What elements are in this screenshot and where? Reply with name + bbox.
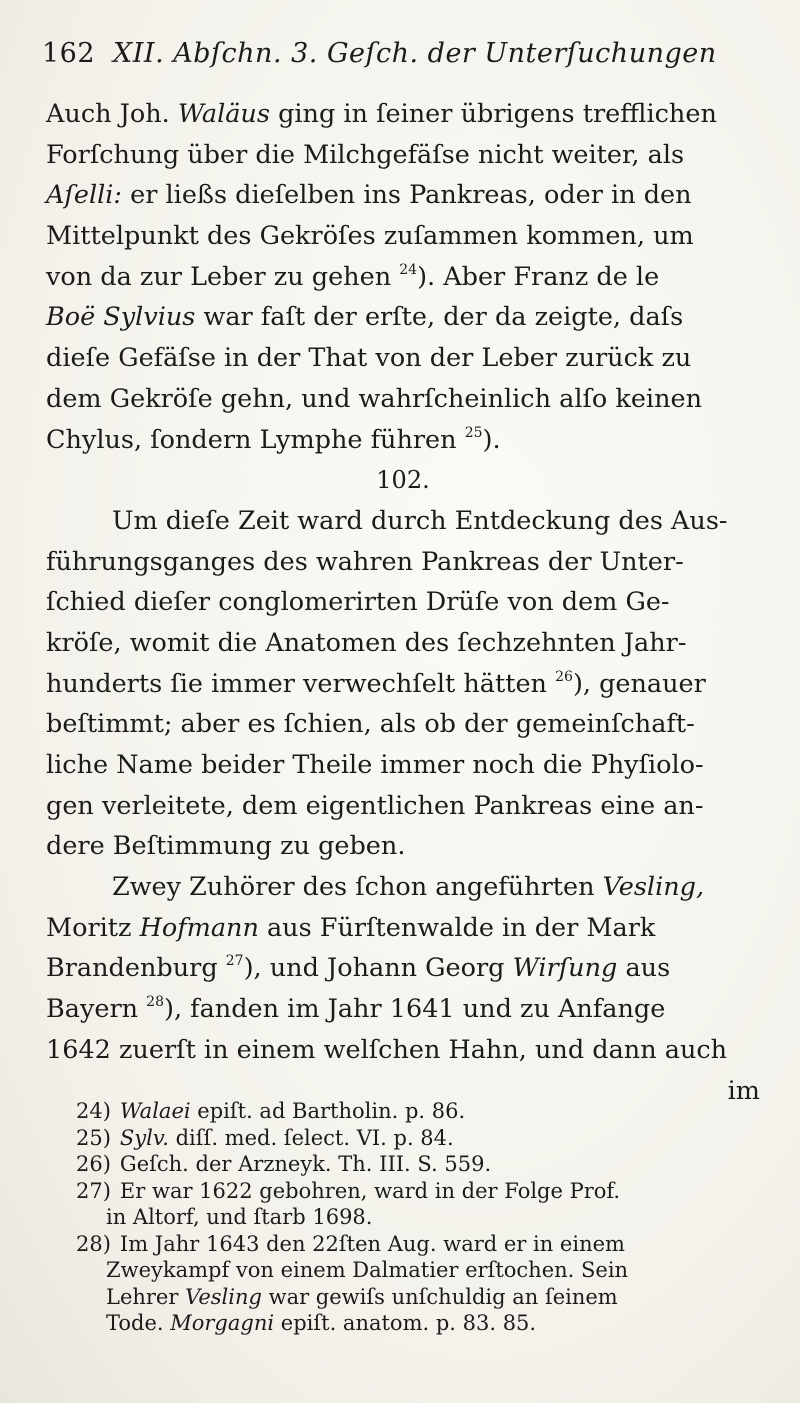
footnote-text: Walaei epiſt. ad Bartholin. p. 86. bbox=[119, 1099, 466, 1123]
text-line: Boë Sylvius war faſt der erſte, der da zeigte, daſs bbox=[46, 302, 684, 333]
footnote-text: Lehrer Vesling war gewiſs unſchuldig an ſeinem bbox=[106, 1284, 618, 1309]
footnote-ref: 28 bbox=[146, 994, 164, 1011]
footnote-number: 25) bbox=[76, 1125, 111, 1150]
running-header bbox=[42, 38, 762, 69]
catchword: im bbox=[727, 1075, 760, 1106]
text-line: kröſe, womit die Anatomen des ſechzehnten Jahr- bbox=[46, 627, 687, 658]
page-number: 162 bbox=[42, 38, 96, 69]
footnote-line bbox=[76, 1310, 762, 1337]
text-line: dieſe Gefäſse in der That von der Leber zurück zu bbox=[46, 343, 692, 374]
text-line: Zwey Zuhörer des ſchon angeführten Vesling, bbox=[112, 872, 705, 903]
text-line: Um dieſe Zeit ward durch Entdeckung des Aus- bbox=[112, 505, 728, 536]
text-line: von da zur Leber zu gehen $^{24}$). Aber Franz de le bbox=[46, 261, 660, 292]
text-line: liche Name beider Theile immer noch die Phyſiolo- bbox=[46, 750, 704, 780]
footnote-text: Geſch. der Arzneyk. Th. III. S. 559. bbox=[119, 1152, 492, 1176]
text-line: Chylus, ſondern Lymphe führen $^{25}$). bbox=[46, 424, 501, 455]
text-line: beſtimmt; aber es ſchien, als ob der gemeinſchaft- bbox=[46, 709, 695, 740]
text-line: Moritz Hofmann aus Fürſtenwalde in der Mark bbox=[46, 912, 656, 943]
footnote-text: Sylv. diſſ. med. ſelect. VI. p. 84. bbox=[119, 1125, 454, 1150]
footnote-text: Tode. Morgagni epiſt. anatom. p. 83. 85. bbox=[106, 1311, 537, 1335]
footnote-ref: 26 bbox=[555, 668, 573, 685]
text-line: hunderts ſie immer verwechſelt hätten $^{26}$), genauer bbox=[46, 668, 706, 699]
text-line: Mittelpunkt des Gekröſes zuſammen kommen, um bbox=[46, 221, 694, 252]
text-line: Bayern $^{28}$), fanden im Jahr 1641 und zu Anfange bbox=[46, 994, 666, 1025]
footnote-ref: 25 bbox=[464, 424, 483, 441]
footnote-line bbox=[76, 1284, 762, 1311]
footnote-text: Er war 1622 gebohren, ward in der Folge Prof. bbox=[119, 1178, 621, 1203]
text-line: dere Beſtimmung zu geben. bbox=[46, 831, 406, 862]
footnote-line bbox=[76, 1125, 762, 1152]
text-line: ſchied dieſer conglomerirten Drüſe von dem Ge- bbox=[46, 587, 670, 618]
footnote-number: 27) bbox=[76, 1178, 111, 1203]
footnote-text: in Altorf, und ſtarb 1698. bbox=[106, 1205, 373, 1229]
footnote-line bbox=[76, 1204, 762, 1231]
text-line: führungsganges des wahren Pankreas der Unter- bbox=[46, 546, 684, 577]
section-number: 102. bbox=[376, 466, 430, 495]
footnote-line bbox=[76, 1257, 762, 1284]
footnotes bbox=[76, 1098, 762, 1337]
footnote-text: Im Jahr 1643 den 22ſten Aug. ward er in einem bbox=[119, 1231, 625, 1256]
text-line: Auch Joh. Waläus ging in ſeiner übrigens trefflichen bbox=[46, 99, 717, 129]
footnote-line bbox=[76, 1178, 762, 1205]
footnote-number: 28) bbox=[76, 1231, 111, 1256]
footnote-text: Zweykampf von einem Dalmatier erſtochen. Sein bbox=[106, 1258, 629, 1282]
footnote-line bbox=[76, 1151, 762, 1178]
footnote-ref: 27 bbox=[225, 953, 244, 970]
text-line: Aſelli: er ließs dieſelben ins Pankreas, oder in den bbox=[46, 180, 692, 211]
footnote-ref: 24 bbox=[399, 261, 418, 278]
footnote-line bbox=[76, 1098, 762, 1125]
main-text bbox=[46, 94, 760, 1111]
text-line: Brandenburg $^{27}$), und Johann Georg Wirſung aus bbox=[46, 953, 671, 984]
running-title: XII. Abſchn. 3. Geſch. der Unterſuchungen bbox=[113, 38, 717, 69]
text-line: gen verleitete, dem eigentlichen Pankreas eine an- bbox=[46, 790, 704, 821]
footnote-number: 26) bbox=[76, 1152, 111, 1176]
text-line: 1642 zuerſt in einem welſchen Hahn, und dann auch bbox=[46, 1034, 728, 1065]
footnote-line bbox=[76, 1231, 762, 1258]
footnote-number: 24) bbox=[76, 1099, 111, 1123]
text-line: Forſchung über die Milchgefäſse nicht weiter, als bbox=[46, 139, 685, 170]
text-line: dem Gekröſe gehn, und wahrſcheinlich alſo keinen bbox=[46, 383, 703, 414]
